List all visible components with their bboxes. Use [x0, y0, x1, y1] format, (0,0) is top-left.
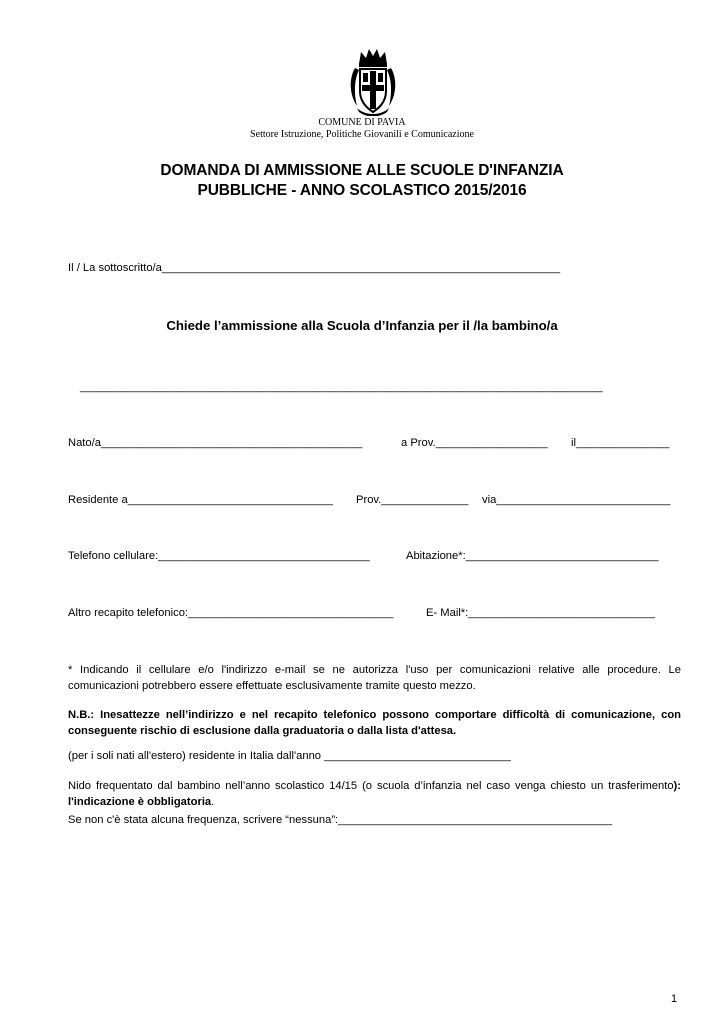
arrival-year-field[interactable]: (per i soli nati all'estero) residente in Italia dall'anno ______________________________ [68, 750, 511, 762]
nursery-note-end: . [211, 796, 215, 808]
birth-province-field[interactable]: a Prov.__________________ [401, 437, 548, 449]
undersigned-field[interactable]: Il / La sottoscritto/a________________________________________________________________ [68, 262, 561, 274]
mobile-phone-field[interactable]: Telefono cellulare:__________________________________ [68, 550, 370, 562]
page-number: 1 [671, 993, 678, 1005]
home-phone-field[interactable]: Abitazione*:_______________________________ [406, 550, 659, 562]
residence-street-field[interactable]: via____________________________ [482, 494, 671, 506]
no-attendance-field[interactable]: Se non c'è stata alcuna frequenza, scrivere “nessuna”:____________________________________________ [68, 814, 612, 826]
nursery-note-text: Nido frequentato dal bambino nell’anno scolastico 14/15 (o scuola d’infanzia nel caso venga chiesto un trasferimento [68, 780, 674, 792]
consent-note: * Indicando il cellulare e/o l'indirizzo e-mail se ne autorizza l'uso per comunicazioni relative alle procedure. Le comunicazioni potrebbero essere effettuate esclusivamente tramite questo mezzo. [68, 664, 681, 692]
birthplace-field[interactable]: Nato/a__________________________________________ [68, 437, 363, 449]
municipality-name: COMUNE DI PAVIA [318, 117, 406, 128]
residence-province-field[interactable]: Prov.______________ [356, 494, 469, 506]
child-name-field[interactable]: ____________________________________________________________________________________ [80, 381, 603, 393]
admission-request-heading: Chiede l’ammissione alla Scuola d’Infanzia per il /la bambino/a [166, 318, 558, 333]
email-field[interactable]: E- Mail*:______________________________ [426, 607, 655, 619]
form-title-line-2: PUBBLICHE - ANNO SCOLASTICO 2015/2016 [197, 182, 527, 199]
nursery-mandatory-text: ): l'indicazione è obbligatoria [68, 780, 681, 808]
birth-date-field[interactable]: il_______________ [571, 437, 670, 449]
residence-city-field[interactable]: Residente a_________________________________ [68, 494, 334, 506]
city-coat-of-arms-icon [349, 46, 397, 116]
nursery-note [68, 778, 681, 810]
other-phone-field[interactable]: Altro recapito telefonico:_________________________________ [68, 607, 394, 619]
form-title-line-1: DOMANDA DI AMMISSIONE ALLE SCUOLE D'INFANZIA [160, 162, 564, 179]
department-name: Settore Istruzione, Politiche Giovanili e Comunicazione [250, 129, 474, 140]
warning-note: N.B.: Inesattezze nell’indirizzo e nel recapito telefonico possono comportare difficoltà di comunicazione, con conseguente rischio di esclusione dalla graduatoria o dalla lista d'attesa. [68, 709, 681, 737]
